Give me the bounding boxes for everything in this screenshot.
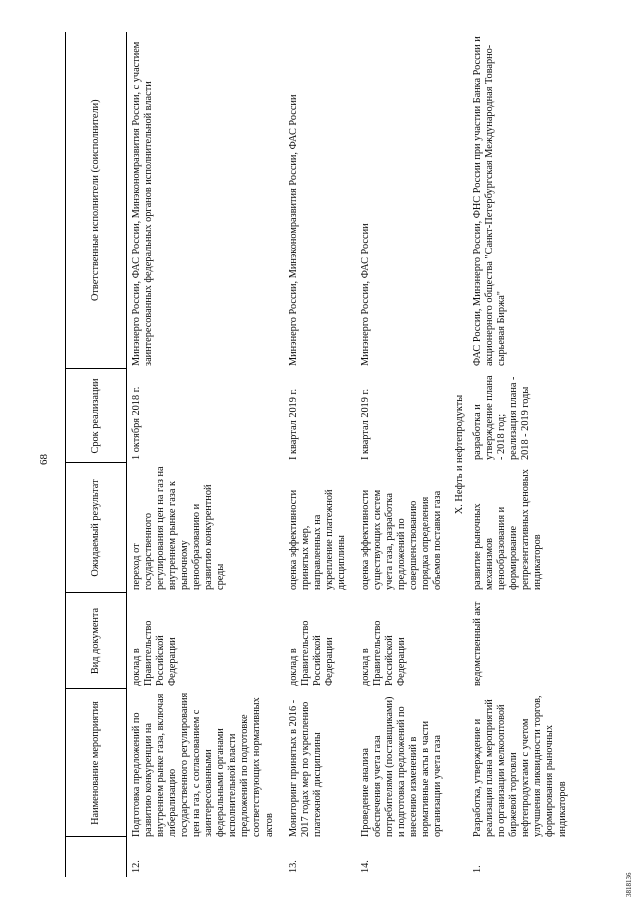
- expected-result: переход от государственного регулирования цен на газ на внутреннем рынке газа к рыночному ценообразованию и развитию конкурентной среды: [131, 466, 227, 590]
- section-row: [452, 32, 468, 877]
- row-number: 14.: [359, 860, 371, 873]
- responsible: Минэнерго России, Минэкономразвития России, ФАС России: [287, 94, 299, 366]
- measure-name: Проведение анализа обеспечения учета газа потребителями (поставщиками) и подготовка предложений по внесению изменений в нормативные акты в части организации учета газа: [359, 696, 444, 837]
- term: I квартал 2019 г.: [359, 388, 371, 460]
- header-term: Срок реализации: [66, 369, 127, 463]
- table-row: [356, 32, 452, 877]
- term: разработка и утверждение плана - 2018 год; реализация плана - 2018 - 2019 годы: [472, 375, 532, 460]
- header-result: Ожидаемый результат: [66, 463, 127, 593]
- measure-name: Мониторинг принятых в 2016 - 2017 годах мер по укреплению платежной дисциплины: [287, 699, 323, 837]
- doc-type: доклад в Правительство Российской Федерации: [131, 620, 179, 686]
- row-number: 1.: [472, 865, 484, 873]
- row-number: 13.: [287, 860, 299, 873]
- document-id: 3818136: [625, 872, 633, 897]
- measures-table: [65, 32, 577, 877]
- responsible: Минэнерго России, ФАС России, Минэкономразвития России, с участием заинтересованных федеральных органов исполнительной власти: [131, 41, 155, 366]
- table-row: [468, 32, 576, 877]
- responsible: Минэнерго России, ФАС России: [359, 223, 371, 366]
- expected-result: развитие рыночных механизмов ценообразования и формирование репрезентативных ценовых индикаторов: [472, 469, 544, 590]
- doc-type: доклад в Правительство Российской Федерации: [287, 620, 335, 686]
- term: 1 октября 2018 г.: [131, 386, 142, 460]
- measure-name: Подготовка предложений по развитию конкуренции на внутреннем рынке газа, включая либерализацию государственного регулирования цен на газ, с согласованием с заинтересованными федеральными органами исполнительной власти предложений по подготовке соответствующих нормативных актов: [131, 692, 275, 837]
- doc-type: ведомственный акт: [472, 601, 484, 686]
- row-number: 12.: [131, 860, 142, 873]
- measure-name: Разработка, утверждение и реализация плана мероприятий по организации мелкооптовой биржевой торговли нефтепродуктами с учетом улучшения ликвидности торгов, формирования рыночных индикаторов: [472, 695, 568, 837]
- expected-result: оценка эффективности существующих систем учета газа, разработка предложений по совершенствованию порядка определения объемов поставки газа: [359, 489, 444, 590]
- term: I квартал 2019 г.: [287, 388, 299, 460]
- table-header-row: [66, 32, 127, 877]
- header-responsible: Ответственные исполнители (соисполнители): [66, 32, 127, 369]
- doc-type: доклад в Правительство Российской Федерации: [359, 620, 407, 686]
- section-title: X. Нефть и нефтепродукты: [454, 394, 466, 515]
- expected-result: оценка эффективности принятых мер, направленных на укрепление платежной дисциплины: [287, 489, 347, 590]
- table-row: [127, 32, 284, 877]
- header-name: Наименование мероприятия: [66, 689, 127, 837]
- header-doc-type: Вид документа: [66, 593, 127, 689]
- header-num: [66, 837, 127, 877]
- page-number: 68: [38, 454, 50, 465]
- responsible: ФАС России, Минэнерго России, ФНС России при участии Банка России и акционерного общества "Санкт-Петербургская Международная Товарно-сырьевая Биржа": [472, 36, 508, 366]
- table-row: [284, 32, 356, 877]
